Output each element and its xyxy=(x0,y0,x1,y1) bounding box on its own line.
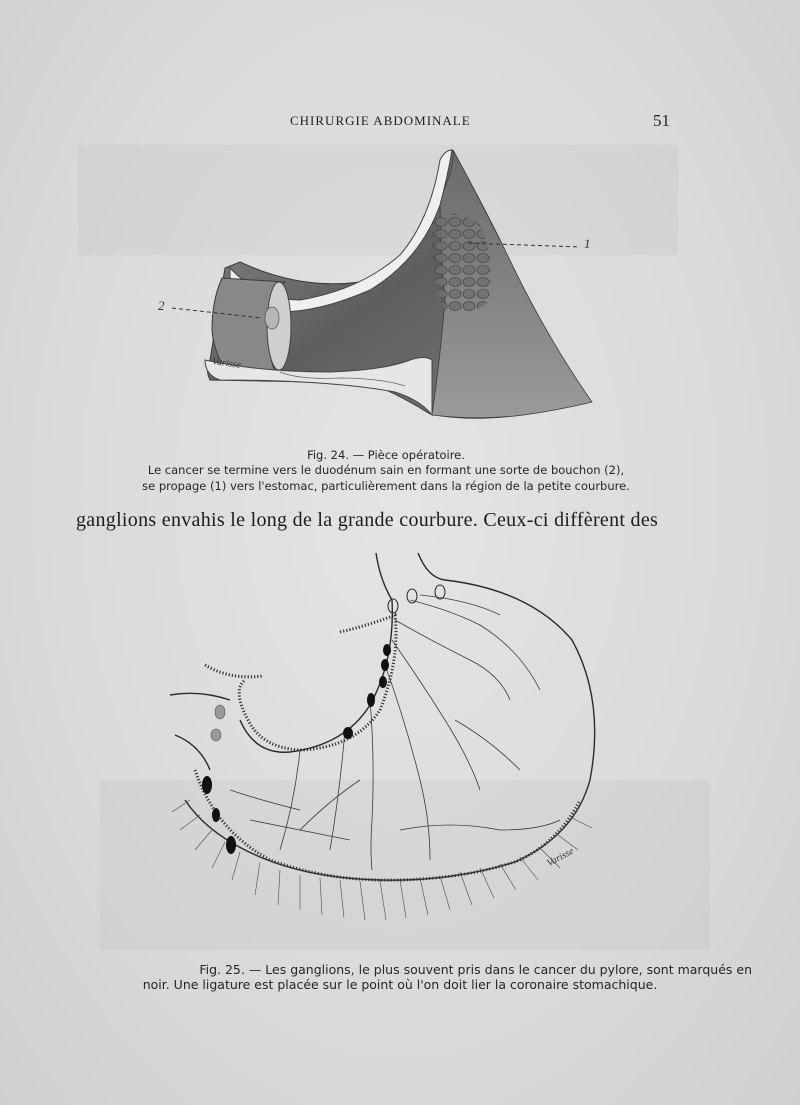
node-invaded xyxy=(379,676,387,688)
node-healthy xyxy=(215,705,225,719)
lesser-curvature-outline xyxy=(240,600,392,752)
figure-24-label-2: 2 xyxy=(158,298,165,313)
oesophagus-right-wall xyxy=(418,553,445,580)
figure-24-label-1: 1 xyxy=(584,236,591,251)
greater-curvature-outline xyxy=(185,580,595,880)
figure-25-caption-line-2: noir. Une ligature est placée sur le point où l'on doit lier la coronaire stomachique. xyxy=(142,977,658,992)
node-invaded xyxy=(202,776,212,794)
node-invaded xyxy=(212,808,220,822)
figure-24-caption-line-1: Le cancer se termine vers le duodénum sain en formant une sorte de bouchon (2), xyxy=(147,463,625,477)
oesophagus-left-wall xyxy=(376,553,392,600)
node-invaded xyxy=(367,693,375,707)
figure-25-caption-line-1: Fig. 25. — Les ganglions, le plus souvent pris dans le cancer du pylore, sont marqués en xyxy=(199,962,752,977)
figure-24-signature: Varisse xyxy=(211,356,242,371)
coronary-vessel xyxy=(239,615,396,750)
node-invaded xyxy=(381,659,389,671)
figure-25-signature: Varisse xyxy=(545,845,576,870)
duodenum-upper-line xyxy=(170,693,230,700)
figure-24-caption-line-2: se propage (1) vers l'estomac, particulièrement dans la région de la petite courbure. xyxy=(142,479,630,493)
node-invaded xyxy=(383,644,391,656)
node-invaded xyxy=(343,727,353,739)
node-invaded xyxy=(226,836,236,854)
gastroepiploic-vessel xyxy=(195,770,580,880)
body-text-line: ganglions envahis le long de la grande courbure. Ceux-ci diffèrent des xyxy=(76,509,659,531)
duodenum-lower-line xyxy=(175,735,210,770)
pyloric-vessel xyxy=(205,665,262,677)
node-healthy xyxy=(211,729,221,741)
page-number: 51 xyxy=(653,111,670,130)
running-title: CHIRURGIE ABDOMINALE xyxy=(290,113,471,128)
figure-24-title-text: Fig. 24. — Pièce opératoire. xyxy=(307,448,465,462)
